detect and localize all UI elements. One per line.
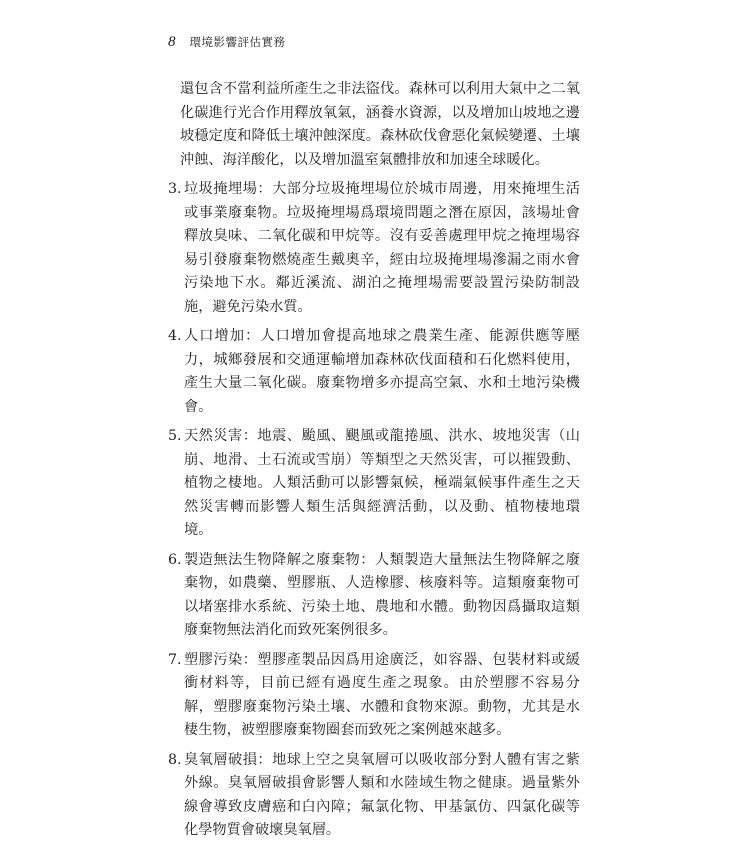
item-number: 4. [168, 328, 182, 344]
item-text [184, 549, 580, 643]
item-number: 6. [168, 551, 182, 568]
page-number: 8 [168, 34, 176, 50]
item-title: 人口增加： [184, 328, 261, 344]
item-body: 地震、颱風、颶風或龍捲風、洪水、坡地災害（山崩、地滑、土石流或雪崩）等類型之天然災害，可以摧毀動、植物之棲地。人類活動可以影響氣候，極端氣候事件產生之天然災害轉而影響人類生活與經濟活動，以及動、植物棲地環境。 [184, 428, 580, 538]
page-body [168, 78, 580, 843]
item-title: 製造無法生物降解之廢棄物： [184, 551, 375, 568]
item-number: 5. [168, 428, 182, 444]
intro-paragraph: 還包含不當利益所產生之非法盜伐。森林可以利用大氣中之二氧化碳進行光合作用釋放氧氣，涵養水資源，以及增加山坡地之邊坡穩定度和降低土壤沖蝕深度。森林砍伐會惡化氣候變遷、土壤沖蝕、海洋酸化，以及增加溫室氣體排放和加速全球暖化。 [180, 81, 580, 168]
item-title: 塑膠污染： [184, 651, 258, 668]
book-title: 環境影響評估實務 [189, 35, 286, 49]
item-number: 8. [168, 751, 182, 768]
list-item [168, 749, 580, 843]
item-text [184, 649, 580, 743]
list-item [168, 425, 580, 543]
item-number: 7. [168, 651, 182, 668]
item-number: 3. [168, 181, 182, 197]
item-body: 人口增加會提高地球之農業生產、能源供應等壓力，城鄉發展和交通運輸增加森林砍伐面積和石化燃料使用，產生大量二氧化碳。廢棄物增多亦提高空氣、水和土地污染機會。 [184, 328, 580, 415]
item-title: 天然災害： [184, 428, 258, 444]
item-body: 大部分垃圾掩埋場位於城市周邊，用來掩埋生活或事業廢棄物。垃圾掩埋場爲環境問題之潛在原因，該場址會釋放臭味、二氧化碳和甲烷等。沒有妥善處理甲烷之掩埋場容易引發廢棄物燃燒產生戴奧辛，經由垃圾掩埋場滲漏之雨水會污染地下水。鄰近溪流、湖泊之掩埋場需要設置污染防制設施，避免污染水質。 [184, 181, 580, 315]
item-title: 臭氧層破損： [184, 751, 273, 768]
item-text [184, 325, 580, 419]
item-body: 塑膠產製品因爲用途廣泛，如容器、包裝材料或緩衝材料等，目前已經有過度生產之現象。由於塑膠不容易分解，塑膠廢棄物污染土壤、水體和食物來源。動物，尤其是水棲生物，被塑膠廢棄物圈套而致死之案例越來越多。 [184, 651, 580, 738]
running-header [168, 34, 286, 51]
item-text [184, 425, 580, 543]
list-item [168, 549, 580, 643]
list-item [168, 649, 580, 743]
list-item [168, 178, 580, 319]
item-body: 地球上空之臭氧層可以吸收部分對人體有害之紫外線。臭氧層破損會影響人類和水陸域生物之健康。過量紫外線會導致皮膚癌和白內障；氟氯化物、甲基氯仿、四氯化碳等化學物質會破壞臭氧層。 [184, 751, 580, 838]
item-text [184, 178, 580, 319]
item-text [184, 749, 580, 843]
item-title: 垃圾掩埋場： [184, 181, 273, 197]
item-body: 人類製造大量無法生物降解之廢棄物，如農藥、塑膠瓶、人造橡膠、核廢料等。這類廢棄物可以堵塞排水系統、污染土地、農地和水體。動物因爲攝取這類廢棄物無法消化而致死案例很多。 [184, 551, 580, 638]
list-item [168, 325, 580, 419]
